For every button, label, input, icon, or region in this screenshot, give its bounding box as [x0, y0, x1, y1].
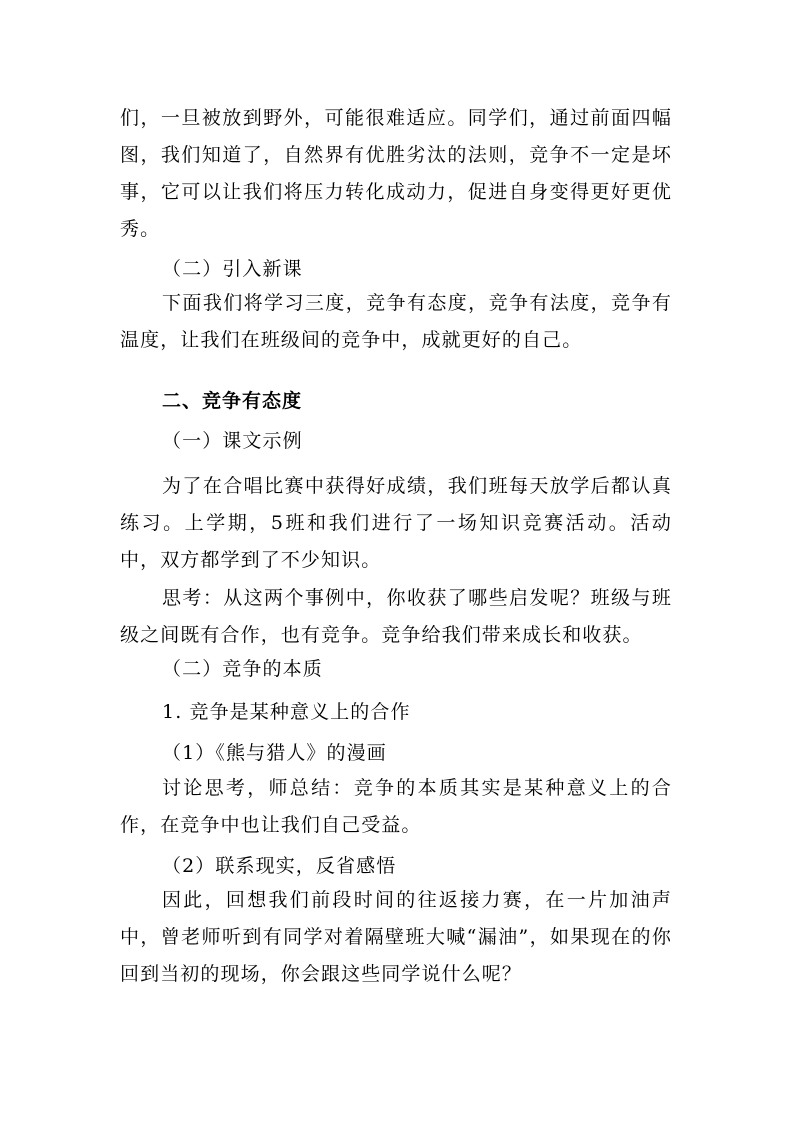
- list-item-1-2: （2）联系现实，反省感悟: [162, 855, 397, 877]
- subheading-text-example: （一）课文示例: [162, 430, 303, 452]
- paragraph-3: 为了在合唱比赛中获得好成绩，我们班每天放学后都认真练习。上学期，5班和我们进行了一场知识竞赛活动。活动中，双方都学到了不少知识。: [120, 475, 672, 571]
- paragraph-2: 下面我们将学习三度，竞争有态度，竞争有法度，竞争有温度，让我们在班级间的竞争中，成就更好的自己。: [120, 292, 672, 351]
- subheading-intro-new-lesson: （二）引入新课: [162, 258, 303, 280]
- section-2-title: 二、竞争有态度: [162, 390, 303, 412]
- list-item-1: 1. 竞争是某种意义上的合作: [162, 701, 411, 723]
- paragraph-4: 思考：从这两个事例中，你收获了哪些启发呢？班级与班级之间既有合作，也有竞争。竞争给我们带来成长和收获。: [120, 587, 672, 646]
- list-item-1-1: （1）《熊与猎人》的漫画: [162, 742, 387, 764]
- paragraph-6: 因此，回想我们前段时间的往返接力赛，在一片加油声中，曾老师听到有同学对着隔壁班大喊“漏油”，如果现在的你回到当初的现场，你会跟这些同学说什么呢？: [120, 889, 672, 985]
- paragraph-5: 讨论思考，师总结：竞争的本质其实是某种意义上的合作，在竞争中也让我们自己受益。: [120, 777, 672, 836]
- paragraph-1: 们，一旦被放到野外，可能很难适应。同学们，通过前面四幅图，我们知道了，自然界有优胜劣汰的法则，竞争不一定是坏事，它可以让我们将压力转化成动力，促进自身变得更好更优秀。: [120, 107, 672, 240]
- subheading-competition-essence: （二）竞争的本质: [162, 658, 323, 680]
